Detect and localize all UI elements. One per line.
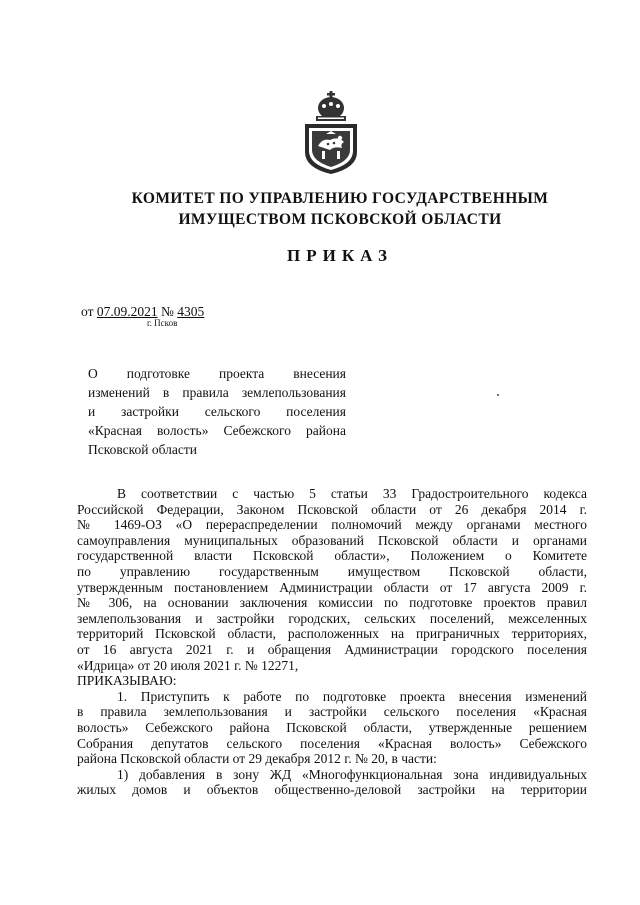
body-line: государственной власти Псковской области», Положением о Комитете — [77, 548, 587, 564]
body-line: жилых домов и объектов общественно-деловой застройки на территории — [77, 782, 587, 798]
body-line: утвержденным постановлением Администрации области от 17 августа 2009 г. — [77, 579, 587, 595]
organization-name-line1: КОМИТЕТ ПО УПРАВЛЕНИЮ ГОСУДАРСТВЕННЫМ — [131, 190, 549, 207]
body-line: В соответствии с частью 5 статьи 33 Градостроительного кодекса — [117, 486, 587, 501]
order-subject — [88, 364, 346, 459]
body-line: 1) добавления в зону ЖД «Многофункциональная зона индивидуальных — [117, 766, 587, 782]
body-line: от 16 августа 2021 г. и обращения Администрации городского поселения — [77, 641, 587, 657]
body-line: волость» Себежского района Псковской области, утвержденные решением — [77, 719, 587, 735]
body-line: землепользования и застройки городских, сельских поселений, межселенных — [77, 610, 587, 626]
organization-name — [60, 188, 620, 230]
body-line: самоуправления муниципальных образований Псковской области и органами — [77, 532, 587, 548]
coat-of-arms-icon — [300, 88, 362, 176]
organization-name-line2: ИМУЩЕСТВОМ ПСКОВСКОЙ ОБЛАСТИ — [178, 211, 502, 228]
subject-line: и застройки сельского поселения — [88, 404, 346, 419]
order-directive: ПРИКАЗЫВАЮ: — [77, 673, 177, 689]
order-date-number — [81, 304, 204, 320]
body-line: № 1469-ОЗ «О перераспределении полномочий между органами местного — [77, 517, 587, 533]
body-line: «Идрица» от 20 июля 2021 г. № 12271, — [77, 657, 299, 673]
date-prefix: от — [81, 304, 97, 319]
subject-line: Псковской области — [88, 442, 198, 457]
subject-line: О подготовке проекта внесения — [88, 366, 346, 381]
body-line: Российской Федерации, Законом Псковской области от 26 декабря 2014 г. — [77, 501, 587, 517]
body-line: Собрания депутатов сельского поселения «Красная волость» Себежского — [77, 735, 587, 751]
number-prefix: № — [157, 304, 178, 319]
order-body — [77, 486, 587, 798]
body-line: 1. Приступить к работе по подготовке проекта внесения изменений — [117, 688, 587, 704]
subject-line: «Красная волость» Себежского района — [88, 423, 346, 438]
body-line: в правила землепользования и застройки сельского поселения «Красная — [77, 704, 587, 720]
body-line: района Псковской области от 29 декабря 2012 г. № 20, в части: — [77, 751, 437, 767]
scan-speck — [497, 394, 499, 396]
document-type-title: ПРИКАЗ — [287, 246, 393, 265]
subject-line: изменений в правила землепользования — [88, 385, 346, 400]
order-number: 4305 — [177, 304, 205, 319]
body-line: территорий Псковской области, расположенных на приграничных территориях, — [77, 626, 587, 642]
body-line: по управлению государственным имуществом Псковской области, — [77, 563, 587, 579]
issue-city: г. Псков — [147, 318, 178, 328]
body-line: № 306, на основании заключения комиссии по подготовке проектов правил — [77, 595, 587, 611]
order-date: 07.09.2021 — [96, 304, 158, 319]
